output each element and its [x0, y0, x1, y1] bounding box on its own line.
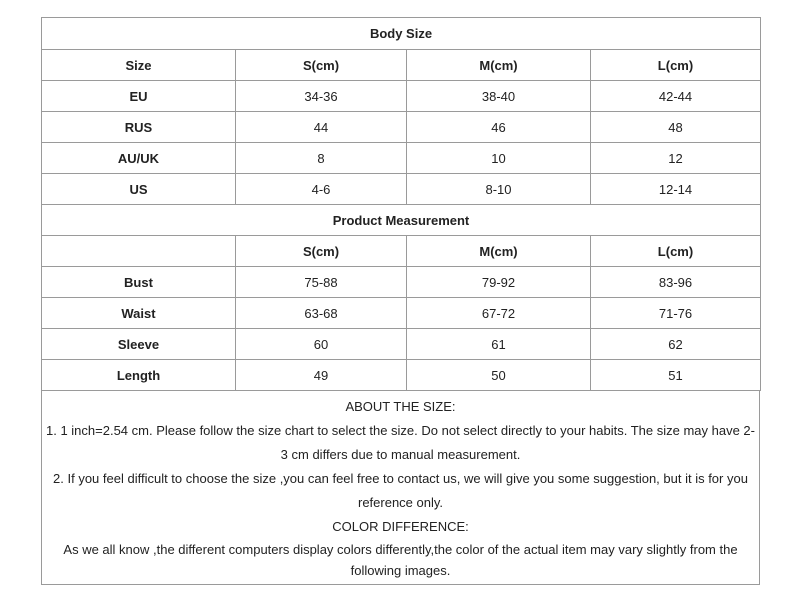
table-cell: 62: [591, 329, 761, 360]
row-label: Waist: [42, 298, 236, 329]
table-cell: 34-36: [236, 81, 407, 112]
size-note-2: 2. If you feel difficult to choose the size ,you can feel free to contact us, we will give you some suggestion, but it is for you reference only.: [53, 471, 748, 510]
table-cell: 4-6: [236, 174, 407, 205]
body-size-header-row: [42, 50, 761, 81]
row-label: Bust: [42, 267, 236, 298]
body-size-title-row: [42, 18, 761, 50]
product-measurement-title-row: [42, 205, 761, 236]
color-difference-text: As we all know ,the different computers display colors differently,the color of the actual item may vary slightly from the following images.: [63, 542, 738, 578]
table-row: [42, 298, 761, 329]
table-cell: 12: [591, 143, 761, 174]
table-cell: 48: [591, 112, 761, 143]
header-s: S(cm): [236, 236, 407, 267]
table-cell: 83-96: [591, 267, 761, 298]
table-cell: 67-72: [407, 298, 591, 329]
table-cell: 10: [407, 143, 591, 174]
table-row: [42, 143, 761, 174]
table-cell: 61: [407, 329, 591, 360]
header-m: M(cm): [407, 50, 591, 81]
about-size-title: ABOUT THE SIZE:: [345, 399, 456, 414]
size-table: [41, 17, 761, 391]
table-cell: 38-40: [407, 81, 591, 112]
table-cell: 63-68: [236, 298, 407, 329]
table-row: [42, 360, 761, 391]
row-label: RUS: [42, 112, 236, 143]
table-row: [42, 112, 761, 143]
color-difference-title: COLOR DIFFERENCE:: [332, 519, 469, 534]
body-size-title: Body Size: [42, 18, 761, 50]
product-measurement-title: Product Measurement: [42, 205, 761, 236]
row-label: EU: [42, 81, 236, 112]
header-size: Size: [42, 50, 236, 81]
product-measurement-header-row: [42, 236, 761, 267]
table-row: [42, 329, 761, 360]
row-label: AU/UK: [42, 143, 236, 174]
row-label: US: [42, 174, 236, 205]
header-l: L(cm): [591, 50, 761, 81]
header-l: L(cm): [591, 236, 761, 267]
table-cell: 60: [236, 329, 407, 360]
table-row: [42, 81, 761, 112]
size-notes: [41, 391, 760, 585]
table-row: [42, 267, 761, 298]
table-row: [42, 174, 761, 205]
table-cell: 71-76: [591, 298, 761, 329]
table-cell: 49: [236, 360, 407, 391]
header-m: M(cm): [407, 236, 591, 267]
table-cell: 8: [236, 143, 407, 174]
size-chart: [41, 17, 760, 585]
table-cell: 12-14: [591, 174, 761, 205]
table-cell: 8-10: [407, 174, 591, 205]
header-s: S(cm): [236, 50, 407, 81]
row-label: Length: [42, 360, 236, 391]
table-cell: 46: [407, 112, 591, 143]
header-empty: [42, 236, 236, 267]
table-cell: 50: [407, 360, 591, 391]
size-note-1: 1. 1 inch=2.54 cm. Please follow the size chart to select the size. Do not select directly to your habits. The size may have 2-3 cm differs due to manual measurement.: [46, 423, 755, 462]
table-cell: 42-44: [591, 81, 761, 112]
table-cell: 44: [236, 112, 407, 143]
table-cell: 75-88: [236, 267, 407, 298]
row-label: Sleeve: [42, 329, 236, 360]
table-cell: 51: [591, 360, 761, 391]
table-cell: 79-92: [407, 267, 591, 298]
